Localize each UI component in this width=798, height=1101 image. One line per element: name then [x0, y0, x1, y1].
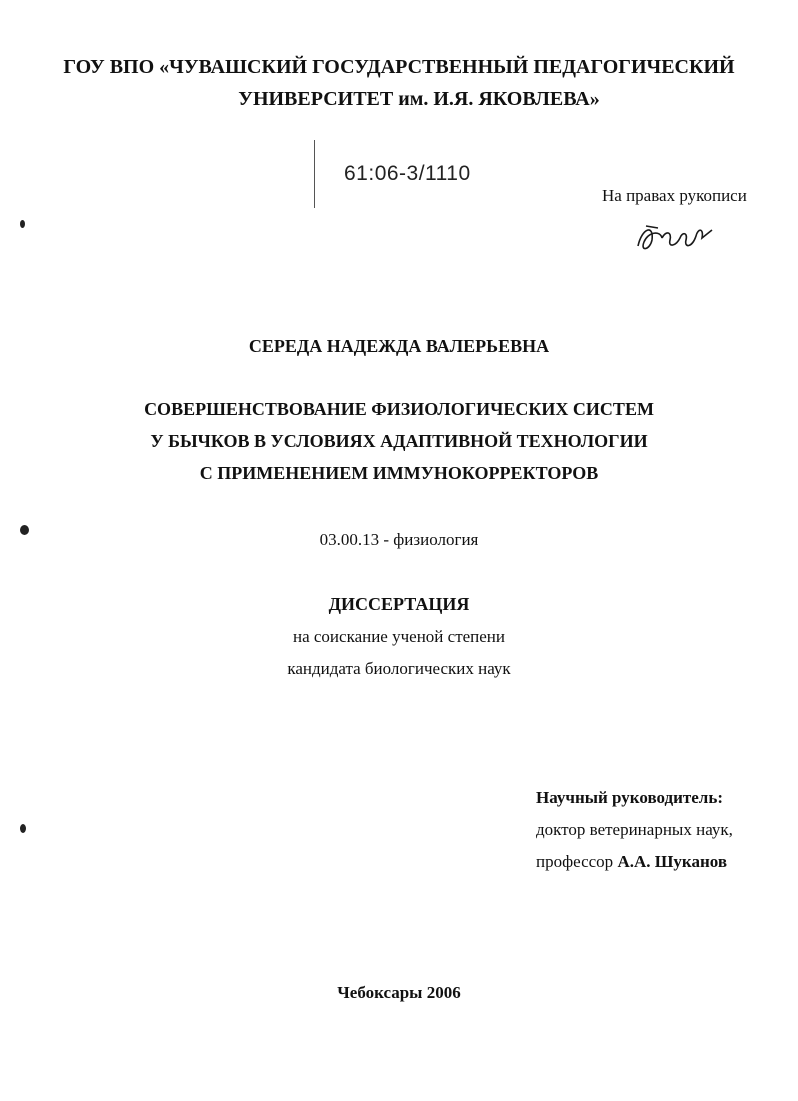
rights-note: На правах рукописи: [602, 186, 747, 205]
dissertation-title-line-3: С ПРИМЕНЕНИЕМ ИММУНОКОРРЕКТОРОВ: [199, 463, 599, 483]
scan-mark: [20, 525, 29, 535]
author-name: СЕРЕДА НАДЕЖДА ВАЛЕРЬЕВНА: [248, 336, 550, 356]
supervisor-name-line: [536, 852, 727, 872]
scan-mark: [20, 824, 26, 833]
supervisor-label: Научный руководитель:: [536, 788, 723, 807]
degree-line-1: на соискание ученой степени: [292, 627, 506, 646]
degree-line-2: кандидата биологических наук: [287, 659, 511, 678]
organization-line-1: ГОУ ВПО «ЧУВАШСКИЙ ГОСУДАРСТВЕННЫЙ ПЕДАГОГИЧЕСКИЙ: [63, 56, 735, 78]
supervisor-role: профессор: [536, 852, 614, 871]
specialty-code: 03.00.13 - физиология: [319, 530, 479, 549]
archive-code: 61:06-3/1110: [344, 162, 471, 185]
author-signature: [632, 218, 718, 263]
supervisor-name: А.А. Шуканов: [617, 852, 727, 871]
organization-line-2: УНИВЕРСИТЕТ им. И.Я. ЯКОВЛЕВА»: [238, 88, 600, 110]
place-and-year: Чебоксары 2006: [337, 983, 461, 1002]
supervisor-degree: доктор ветеринарных наук,: [536, 820, 733, 839]
stamp-border: [314, 140, 317, 208]
dissertation-title-line-2: У БЫЧКОВ В УСЛОВИЯХ АДАПТИВНОЙ ТЕХНОЛОГИИ: [150, 431, 648, 451]
document-type: ДИССЕРТАЦИЯ: [328, 594, 470, 614]
dissertation-title-line-1: СОВЕРШЕНСТВОВАНИЕ ФИЗИОЛОГИЧЕСКИХ СИСТЕМ: [144, 399, 654, 419]
scan-mark: [20, 220, 25, 228]
